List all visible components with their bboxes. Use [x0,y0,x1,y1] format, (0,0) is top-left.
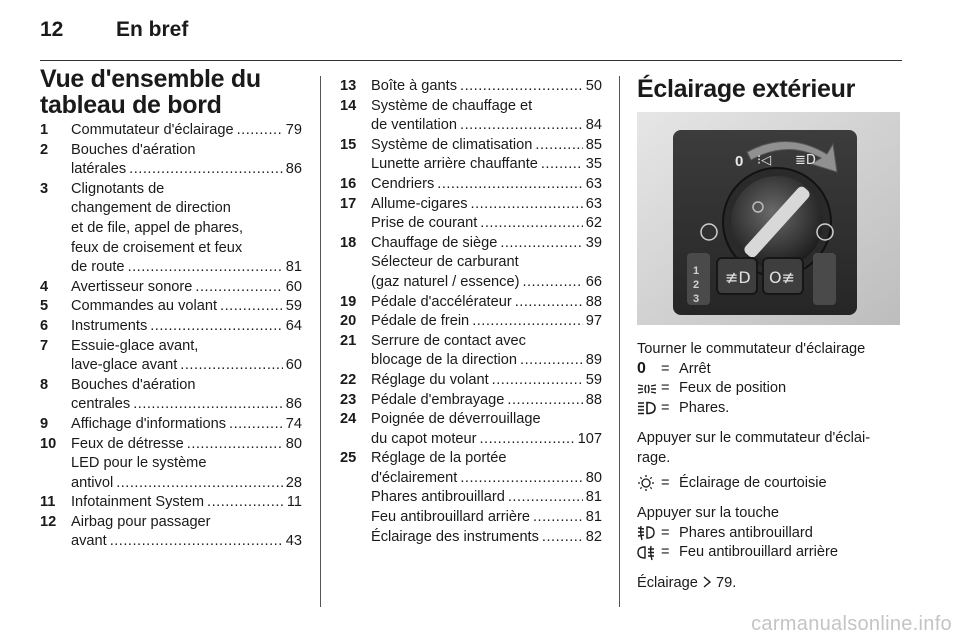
item-text: Réglage de la portée [371,450,507,467]
page-reference[interactable]: 74 [285,415,302,432]
item-text: Éclairage des instruments [371,528,539,545]
svg-text:2: 2 [693,279,700,291]
headlights-mark: ≣D [795,153,816,168]
item-number: 10 [40,435,57,452]
leader-dots [180,356,282,376]
item-text: latérales [71,161,127,178]
item-line [71,454,302,474]
item-line [371,488,602,508]
item-text: changement de direction [71,200,231,217]
item-text: lave-glace avant [71,357,178,374]
svg-text:3: 3 [693,293,700,305]
page-reference[interactable]: 64 [285,317,302,334]
item-text: Bouches d'aération [71,376,196,393]
item-text: Phares antibrouillard [371,489,505,506]
item-line [371,528,602,548]
page-reference[interactable]: 79 [285,122,302,138]
item-text: Instruments [71,317,148,334]
item-line [371,312,602,332]
page-reference[interactable]: 86 [285,396,302,413]
leader-dots [479,430,574,450]
item-text: Feux de détresse [71,435,184,452]
item-line [71,297,302,317]
item-line [71,141,302,161]
item-text: de route [71,259,125,276]
item-line [71,199,302,219]
reference-arrow-icon [702,575,712,596]
item-text: Système de climatisation [371,136,533,153]
item-line [71,513,302,533]
item-text: d'éclairement [371,469,458,486]
watermark: carmanualsonline.info [751,613,952,635]
leader-dots [541,155,583,175]
item-line [71,258,302,278]
leader-dots [220,297,283,317]
item-line [371,449,602,469]
item-text: de ventilation [371,117,458,134]
item-text: Allume-cigares [371,195,468,212]
list-item [340,293,602,313]
item-line [71,180,302,200]
item-text: Bouches d'aération [71,141,196,158]
light-switch-illustration [637,112,900,325]
leader-dots [508,488,583,508]
instrument-dimmer-wheel [813,253,836,305]
leader-dots [535,136,582,156]
item-line [71,474,302,494]
item-line [371,214,602,234]
page-reference[interactable]: 82 [585,528,602,545]
item-text: Sélecteur de carburant [371,254,519,271]
page-reference[interactable]: 97 [585,313,602,330]
page-reference[interactable]: 81 [585,489,602,506]
item-text: Poignée de déverrouillage [371,411,541,428]
page-reference[interactable]: 81 [585,509,602,526]
item-line [71,337,302,357]
rotate-switch-caption: Tourner le commutateur d'éclairage [637,341,866,357]
item-text: Avertisseur sonore [71,278,193,295]
item-line [71,356,302,376]
list-item [340,410,602,449]
item-line [71,317,302,337]
switch-position-headlights: = Phares. [637,399,899,419]
press-button-text: Appuyer sur la touche [637,505,779,522]
list-item [340,97,602,136]
leader-dots [133,395,283,415]
item-line [371,234,602,254]
list-item [40,376,302,415]
leader-dots [116,474,283,494]
page-title: En bref [116,18,189,41]
item-line [71,435,302,455]
section-title-overview: Vue d'ensemble du tableau de bord [40,65,261,119]
item-number: 19 [340,293,357,310]
page-reference[interactable]: 39 [585,234,602,251]
leader-dots [187,435,283,455]
headlights-icon [637,399,661,418]
list-item [340,175,602,195]
item-text: Boîte à gants [371,78,458,94]
leader-dots [195,278,282,298]
item-line [371,430,602,450]
item-text: Pédale d'embrayage [371,391,505,408]
position-lights-icon [637,379,661,398]
front-fog-row: = Phares antibrouillard [637,524,899,544]
page-reference[interactable]: 80 [285,435,302,452]
light-switch-photo [637,112,900,325]
overview-list-left [40,121,302,552]
item-text: antivol [71,474,114,491]
item-line [371,155,602,175]
page-number: 12 [40,18,64,41]
item-line [371,273,602,293]
item-text: feux de croisement et feux [71,239,243,256]
page-reference[interactable]: 63 [585,175,602,192]
item-line [71,239,302,259]
item-text: Serrure de contact avec [371,332,526,349]
item-number: 1 [40,122,49,138]
item-text: centrales [71,396,131,413]
page-reference[interactable]: 80 [585,469,602,486]
off-mark-label: 0 [735,153,744,170]
item-text: Lunette arrière chauffante [371,156,538,173]
leader-dots [129,160,283,180]
item-number: 20 [340,313,357,330]
item-number: 4 [40,278,49,295]
item-line [371,253,602,273]
item-number: 16 [340,175,357,192]
item-text: blocage de la direction [371,352,518,369]
item-number: 6 [40,317,49,334]
front-fog-icon [637,524,661,543]
item-number: 24 [340,411,357,428]
list-item [340,449,602,547]
page-reference[interactable]: 59 [585,371,602,388]
page-reference[interactable]: 89 [585,352,602,369]
position-lights-mark: ⁝◁ [757,153,772,168]
item-text: Essuie-glace avant, [71,337,199,354]
page-reference[interactable]: 107 [577,430,602,447]
item-text: Système de chauffage et [371,97,533,114]
list-item [40,121,302,141]
list-item [40,278,302,298]
leader-dots [533,508,583,528]
item-number: 13 [340,78,357,94]
item-line [371,351,602,371]
rear-fog-mark: O≢ [769,268,795,287]
off-symbol: 0 [637,360,646,378]
reference-page-link[interactable]: 79. [715,574,737,591]
leader-dots [437,175,583,195]
item-text: Infotainment System [71,494,205,511]
list-item [340,312,602,332]
item-line [371,97,602,117]
list-item [340,371,602,391]
page-reference[interactable]: 85 [585,136,602,153]
item-number: 11 [40,494,56,511]
item-text: avant [71,533,107,550]
page-reference[interactable]: 63 [585,195,602,212]
item-text: Commandes au volant [71,298,218,315]
item-line [71,160,302,180]
leader-dots [460,77,583,97]
item-line [371,136,602,156]
leader-dots [500,234,582,254]
item-line [371,508,602,528]
lighting-reference: Éclairage 79. [637,574,899,596]
item-number: 17 [340,195,357,212]
item-text: du capot moteur [371,430,477,447]
item-text: Cendriers [371,175,435,192]
header-rule [40,60,902,61]
item-number: 25 [340,450,357,467]
switch-positions-list [637,360,899,419]
item-line [71,376,302,396]
list-item [40,317,302,337]
item-line [71,278,302,298]
item-text: Clignotants de [71,180,165,197]
item-line [371,391,602,411]
svg-text:1: 1 [693,265,700,277]
item-line [71,415,302,435]
item-line [371,371,602,391]
switch-position-side-lights: = Feux de position [637,379,899,399]
list-item [40,337,302,376]
list-item [340,77,602,97]
item-text: Affichage d'informations [71,415,227,432]
item-text: Airbag pour passager [71,513,211,530]
item-text: Pédale de frein [371,313,470,330]
item-text: et de file, appel de phares, [71,219,244,236]
item-number: 21 [340,332,357,349]
courtesy-light-icon [637,474,661,493]
item-text: Prise de courant [371,215,478,232]
switch-position-off: 0 = Arrêt [637,360,711,378]
list-item [40,297,302,317]
item-line [71,395,302,415]
item-text: Chauffage de siège [371,234,498,251]
press-switch-text: Appuyer sur le commutateur d'éclai- rage. [637,430,871,466]
item-line [71,493,302,513]
list-item [340,332,602,371]
page-reference[interactable]: 88 [585,293,602,310]
page-reference[interactable]: 11 [286,494,302,511]
item-line [371,116,602,136]
page-reference[interactable]: 84 [585,117,602,134]
leader-dots [460,116,583,136]
page-reference[interactable]: 35 [585,156,602,173]
leader-dots [472,312,583,332]
list-item [40,493,302,513]
list-item [340,136,602,175]
item-line [71,532,302,552]
leader-dots [150,317,283,337]
overview-list-middle [340,77,602,547]
page-reference[interactable]: 60 [285,357,302,374]
leader-dots [110,532,283,552]
item-text: Feu antibrouillard arrière [371,509,530,526]
list-item [40,415,302,435]
overview-column-middle [340,77,602,547]
item-line [371,469,602,489]
leader-dots [128,258,283,278]
leader-dots [480,214,582,234]
rear-fog-row: = Feu antibrouillard arrière [637,543,899,563]
page-reference[interactable]: 81 [285,259,302,276]
item-line [371,410,602,430]
page-header [40,14,920,50]
page-reference[interactable]: 43 [285,533,302,550]
column-divider-left [320,76,321,607]
item-number: 12 [40,513,57,530]
courtesy-light-row: = Éclairage de courtoisie [637,474,899,494]
front-fog-mark: ≢D [725,268,751,287]
page-reference[interactable]: 66 [585,273,602,290]
item-text: Pédale d'accélérateur [371,293,512,310]
item-line [71,219,302,239]
column-divider-right [619,76,620,607]
list-item [40,435,302,494]
item-number: 2 [40,141,49,158]
item-line [371,332,602,352]
item-number: 14 [340,97,357,114]
page-reference[interactable]: 50 [585,78,602,94]
page-reference[interactable]: 86 [285,161,302,178]
overview-column-left [40,66,302,552]
page-reference[interactable]: 28 [285,474,302,491]
list-item [40,141,302,180]
item-number: 9 [40,415,49,432]
leader-dots [520,351,583,371]
leader-dots [515,293,583,313]
list-item [40,180,302,278]
item-line [371,293,602,313]
item-text: Réglage du volant [371,371,489,388]
leader-dots [542,528,583,548]
item-line [371,77,602,97]
page-reference[interactable]: 88 [585,391,602,408]
leader-dots [522,273,582,293]
item-line [71,121,302,141]
item-number: 18 [340,234,357,251]
item-number: 22 [340,371,357,388]
item-line [371,195,602,215]
leader-dots [507,391,582,411]
item-number: 8 [40,376,49,393]
leader-dots [471,195,583,215]
item-number: 5 [40,298,49,315]
list-item [40,513,302,552]
item-text: Commutateur d'éclairage [71,122,234,138]
page-reference[interactable]: 59 [285,298,302,315]
leader-dots [237,121,283,141]
page-reference[interactable]: 60 [285,278,302,295]
item-text: (gaz naturel / essence) [371,273,520,290]
item-line [371,175,602,195]
item-number: 3 [40,180,49,197]
item-text: LED pour le système [71,455,207,472]
section-title-exterior-lighting: Éclairage extérieur [637,75,856,103]
exterior-lighting-column [637,76,899,596]
list-item [340,391,602,411]
leader-dots [492,371,583,391]
item-number: 23 [340,391,357,408]
list-item [340,234,602,293]
item-number: 15 [340,136,357,153]
list-item [340,195,602,234]
leader-dots [207,493,284,513]
leader-dots [460,469,582,489]
rear-fog-icon [637,543,661,562]
page-reference[interactable]: 62 [585,215,602,232]
item-number: 7 [40,337,49,354]
leader-dots [229,415,283,435]
